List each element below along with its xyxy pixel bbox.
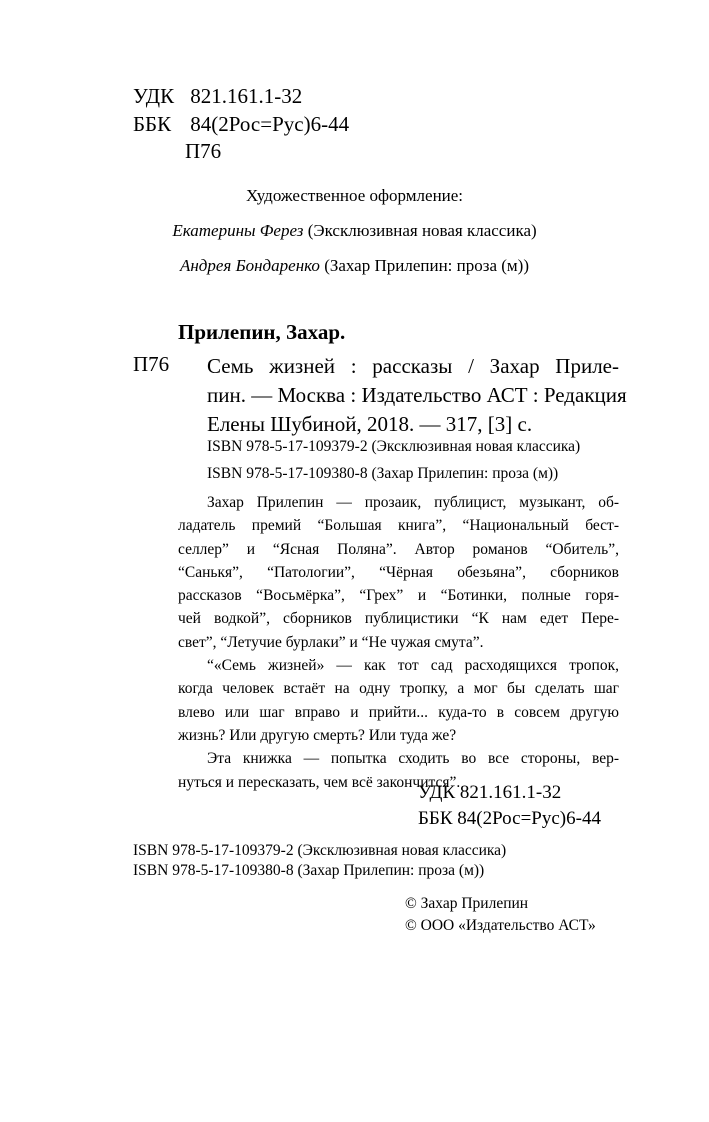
annotation-line: Эта книжка — попытка сходить во все стороны, вер- bbox=[207, 750, 619, 768]
designer-name: Екатерины Ферез bbox=[172, 221, 304, 240]
design-credit-line bbox=[0, 256, 709, 276]
description-line: Семь жизней : рассказы / Захар Приле- bbox=[207, 354, 619, 378]
udk-value: 821.161.1-32 bbox=[190, 84, 303, 108]
catalog-udk-line: УДК 821.161.1-32 bbox=[418, 782, 562, 803]
design-credits-heading: Художественное оформление: bbox=[245, 186, 464, 205]
catalog-mark: П76 bbox=[133, 352, 170, 376]
catalog-author: Прилепин, Захар. bbox=[178, 320, 346, 344]
annotation-line: влево или шаг вправо и прийти... куда-то в совсем другую bbox=[178, 703, 619, 721]
design-credit-line bbox=[0, 221, 709, 241]
description-line: Елены Шубиной, 2018. — 317, [3] с. bbox=[207, 412, 533, 436]
annotation-line: ладатель премий “Большая книга”, “Национальный бест- bbox=[178, 517, 619, 535]
annotation bbox=[178, 491, 619, 794]
udk-code-line bbox=[133, 84, 302, 109]
annotation-line: “«Семь жизней» — как тот сад расходящихся тропок, bbox=[207, 657, 619, 675]
catalog-bbk-line: ББК 84(2Рос=Рус)6-44 bbox=[418, 808, 601, 829]
annotation-line: свет”, “Летучие бурлаки” и “Не чужая смута”. bbox=[178, 633, 484, 651]
bbk-label: ББК bbox=[133, 112, 172, 136]
annotation-line: когда человек встаёт на одну тропку, а мог бы сделать шаг bbox=[178, 680, 619, 698]
annotation-line: нуться и пересказать, чем всё закончится”. bbox=[178, 773, 461, 791]
bbk-value: 84(2Рос=Рус)6-44 bbox=[190, 112, 350, 136]
annotation-line: селлер” и “Ясная Поляна”. Автор романов “Обитель”, bbox=[178, 540, 619, 558]
series-note: (Эксклюзивная новая классика) bbox=[307, 221, 537, 240]
bbk-code-line bbox=[133, 112, 349, 137]
designer-name: Андрея Бондаренко bbox=[179, 256, 320, 275]
isbn-line: ISBN 978-5-17-109379-2 (Эксклюзивная новая классика) bbox=[133, 842, 507, 859]
copyright-line: © ООО «Издательство АСТ» bbox=[405, 917, 596, 934]
annotation-line: рассказов “Восьмёрка”, “Грех” и “Ботинки, полные горя- bbox=[178, 587, 619, 605]
copyright-line: © Захар Прилепин bbox=[405, 895, 529, 912]
author-mark: П76 bbox=[185, 139, 222, 163]
annotation-line: “Санькя”, “Патологии”, “Чёрная обезьяна”, сборников bbox=[178, 563, 619, 581]
annotation-line: жизнь? Или другую смерть? Или туда же? bbox=[178, 726, 457, 744]
annotation-line: Захар Прилепин — прозаик, публицист, музыкант, об- bbox=[207, 494, 619, 511]
description-line: пин. — Москва : Издательство АСТ : Редакция bbox=[207, 383, 627, 407]
catalog-isbn-line: ISBN 978-5-17-109379-2 (Эксклюзивная новая классика) bbox=[207, 438, 581, 455]
catalog-description bbox=[207, 352, 627, 439]
udk-label: УДК bbox=[133, 84, 175, 108]
catalog-isbn-line: ISBN 978-5-17-109380-8 (Захар Прилепин: проза (м)) bbox=[207, 465, 559, 482]
annotation-line: чей водкой”, сборников публицистики “К нам едет Пере- bbox=[178, 610, 619, 628]
isbn-line: ISBN 978-5-17-109380-8 (Захар Прилепин: проза (м)) bbox=[133, 862, 485, 879]
series-note: (Захар Прилепин: проза (м)) bbox=[324, 256, 530, 275]
